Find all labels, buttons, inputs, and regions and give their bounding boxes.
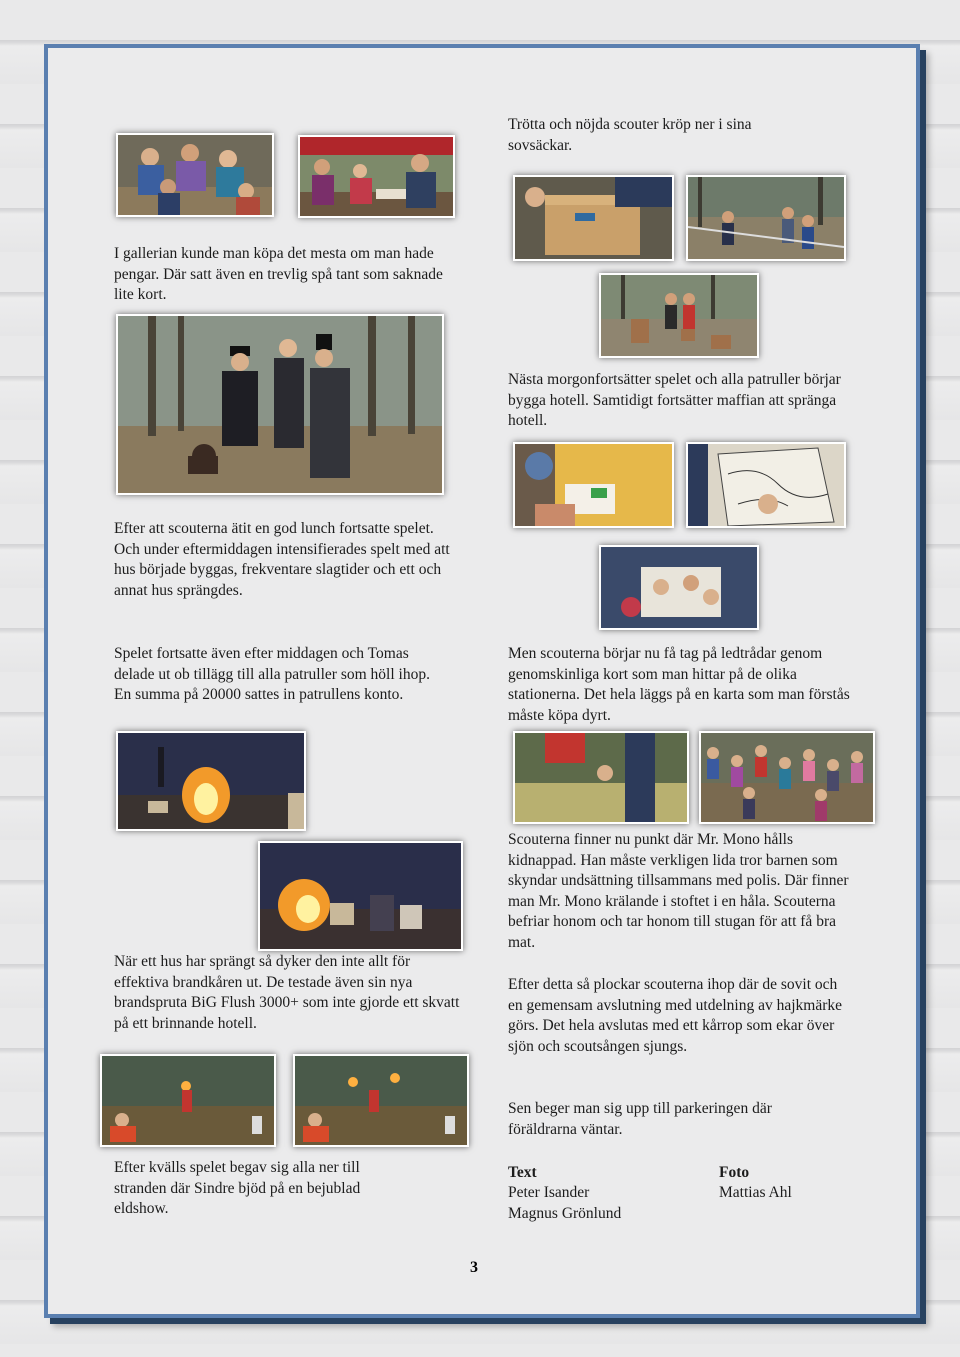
photo-hotels-field [599,273,759,358]
text-morning: Nästa morgonfortsätter spelet och alla patruller börjar bygga hotell. Samtidigt fortsätter maffian att spränga hotell. [508,371,841,429]
text-fire: När ett hus har sprängt så dyker den inte allt för effektiva brandkåren ut. De testade även sin nya brandspruta BiG Flush 3000+ som inte gjorde ett skvatt på ett brinnande hotell. [114,953,460,1032]
page-number: 3 [470,1259,478,1276]
text-clues: Men scouterna börjar nu få tag på ledtrådar genom genomskinliga kort som man hittar på de olika stationerna. Det hela läggs på en karta som man förstås måste köpa dyrt. [508,645,850,724]
photo-fire-night-2 [258,841,463,951]
text-lunch: Efter att scouterna ätit en god lunch fortsatte spelet. Och under eftermiddagen intensifierades spelt med att hus började byggas, frekventare slagtider och ett och annat hus sprängdes. [114,520,450,599]
photo-fortune-teller [298,135,455,218]
credits-photo-heading: Foto [719,1164,750,1181]
text-beach: Efter kvälls spelet begav sig alla ner till stranden där Sindre bjöd på en bejublad eldshow. [114,1159,361,1217]
photo-transparent-cards [513,442,674,528]
photo-map [686,442,846,528]
credits-text-names: Peter Isander Magnus Grönlund [508,1184,622,1222]
photo-box-building [513,175,674,261]
photo-scouts-singing [116,133,274,217]
photo-hands-on-map [599,545,759,630]
photo-fire-show-1 [100,1054,276,1147]
photo-fire-night-1 [116,731,306,831]
text-mono: Scouterna finner nu punkt där Mr. Mono hålls kidnappad. Han måste verkligen lida tror barnen som skyndar undsättning tillsammans med polis. Där finner man Mr. Mono krälande i stoftet i en håla. Scouterna befriar honom och tar honom till stugan för att få bra mat. [508,831,849,951]
photo-scouts-ground [513,731,689,824]
text-parking: Sen beger man sig upp till parkeringen där föräldrarna väntar. [508,1100,772,1138]
text-after: Efter detta så plockar scouterna ihop där de sovit och en gemensam avslutning med utdelning av hajkmärke görs. Det hela avslutas med ett kårrop som ekar över sjön och scoutsången sjungs. [508,976,843,1055]
photo-group-rescue [699,731,875,824]
photo-forest-play [686,175,846,261]
text-dinner: Spelet fortsatte även efter middagen och Tomas delade ut ob tillägg till alla patruller som höll ihop. En summa på 20000 sattes in patrullens konto. [114,645,430,703]
text-sleep: Trötta och nöjda scouter kröp ner i sina sovsäckar. [508,116,752,154]
credits-text-heading: Text [508,1164,537,1181]
photo-mafia-men [116,314,444,495]
photo-fire-show-2 [293,1054,469,1147]
text-gallery: I gallerian kunde man köpa det mesta om man hade pengar. Där satt även en trevlig spå tant som saknade lite kort. [114,245,443,303]
credits-photo-names: Mattias Ahl [719,1184,792,1201]
